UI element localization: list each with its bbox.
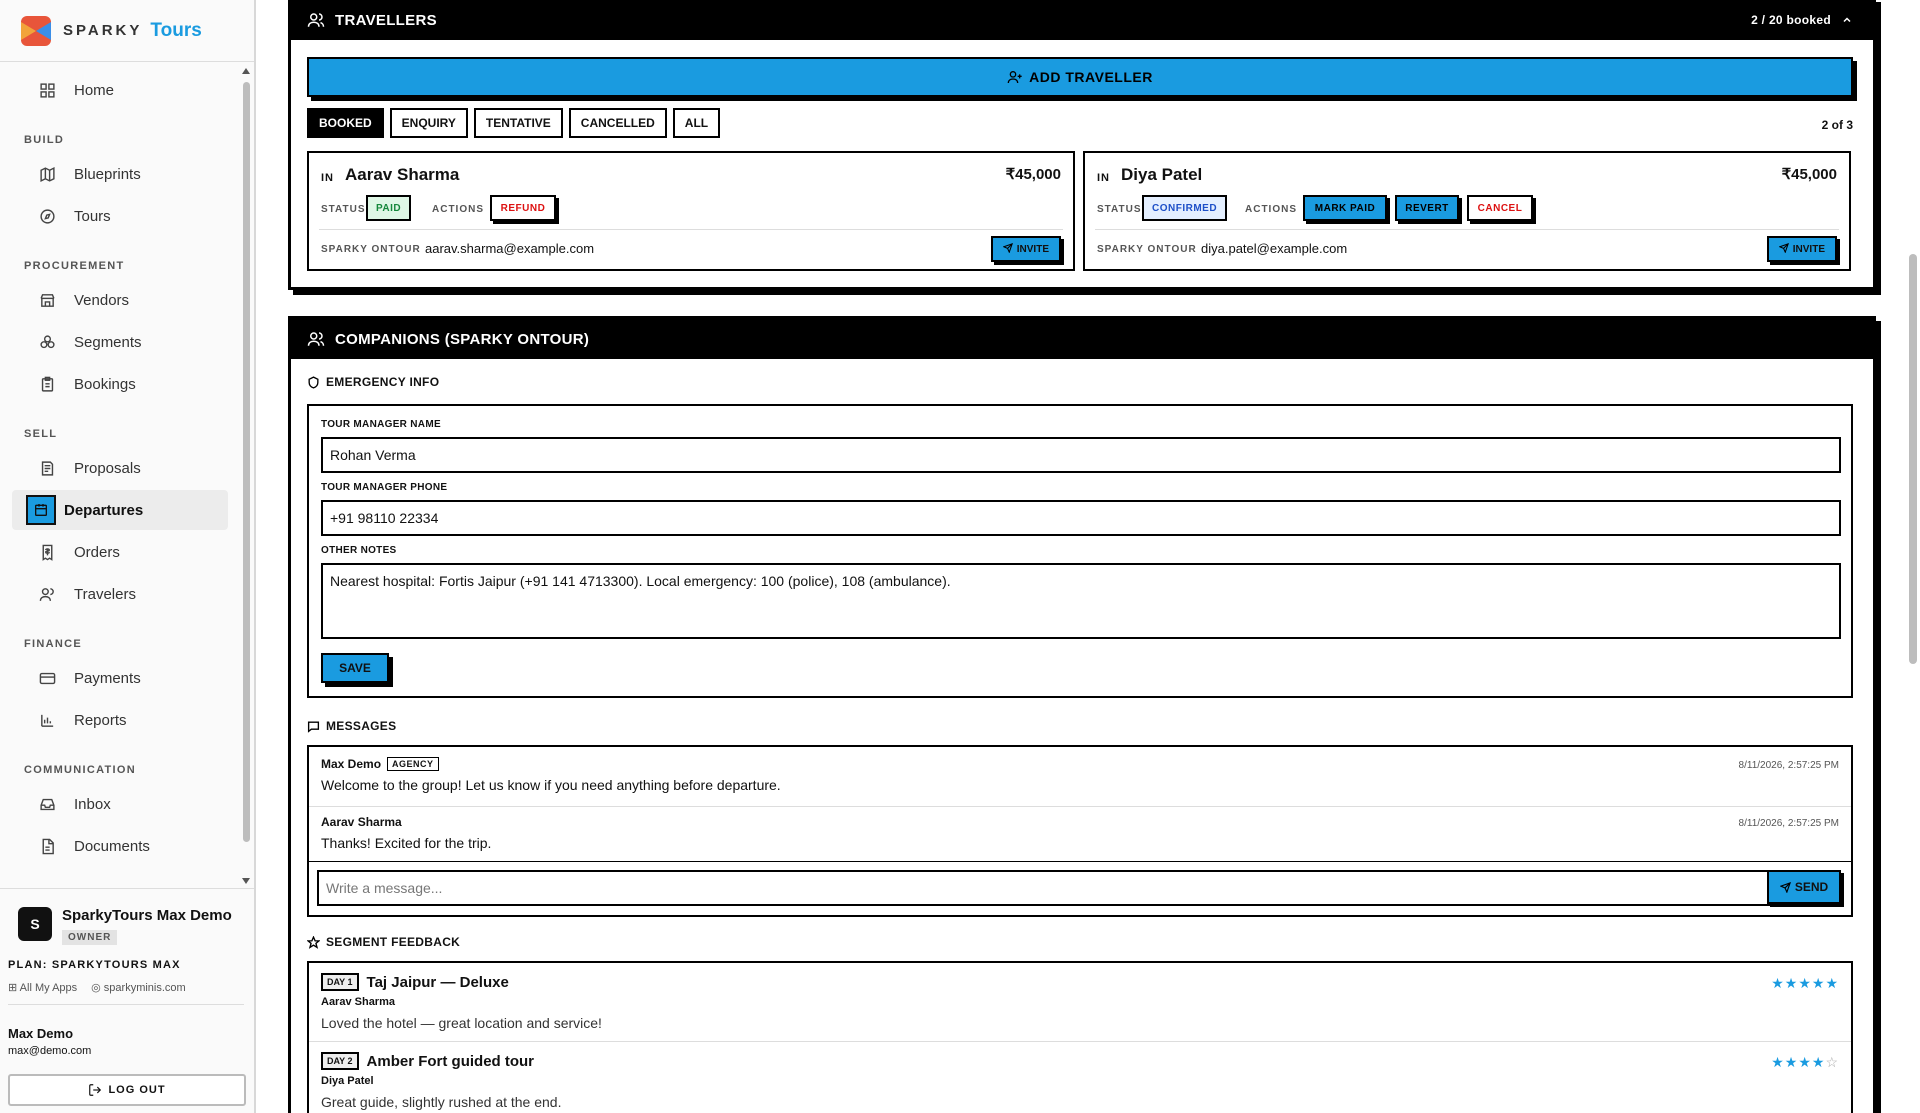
tab-all[interactable]: ALL xyxy=(673,108,720,138)
day-badge: DAY 1 xyxy=(321,973,359,991)
companions-panel xyxy=(288,316,1876,1113)
message-timestamp: 8/11/2026, 2:57:25 PM xyxy=(1738,760,1839,771)
tab-enquiry[interactable]: ENQUIRY xyxy=(390,108,468,138)
traveller-card xyxy=(1083,151,1851,271)
sidebar-scrollbar[interactable] xyxy=(240,66,252,886)
sidebar-item-orders[interactable] xyxy=(12,532,228,572)
message-item xyxy=(321,815,1839,851)
country-code: IN xyxy=(1097,172,1110,184)
receipt-icon xyxy=(38,543,56,561)
emergency-info-heading xyxy=(307,375,439,389)
plan-label: PLAN: SPARKYTOURS MAX xyxy=(8,959,181,971)
bar-chart-icon xyxy=(38,711,56,729)
feedback-text: Loved the hotel — great location and service! xyxy=(321,1015,602,1031)
card-divider xyxy=(319,229,1063,230)
sidebar-item-label: Payments xyxy=(74,669,141,687)
message-divider xyxy=(309,806,1851,807)
users-icon xyxy=(307,11,325,29)
sidebar-item-proposals[interactable] xyxy=(12,448,228,488)
logout-button[interactable] xyxy=(8,1074,246,1106)
status-badge: CONFIRMED xyxy=(1142,195,1227,221)
map-icon xyxy=(38,165,56,183)
main-content xyxy=(256,0,1906,1113)
main-scrollbar[interactable] xyxy=(1906,0,1920,1113)
send-icon xyxy=(1003,243,1013,256)
grid-icon xyxy=(38,81,56,99)
messages-heading xyxy=(307,719,396,733)
refund-button[interactable]: REFUND xyxy=(490,195,556,221)
sidebar-item-segments[interactable] xyxy=(12,322,228,362)
travellers-panel xyxy=(288,0,1876,290)
sidebar-nav xyxy=(0,70,240,880)
traveller-email: aarav.sharma@example.com xyxy=(425,241,595,256)
message-text: Thanks! Excited for the trip. xyxy=(321,835,492,851)
traveller-email: diya.patel@example.com xyxy=(1201,241,1348,256)
sidebar-section-sell: SELL xyxy=(24,428,58,440)
user-plus-icon xyxy=(1007,69,1023,85)
traveller-price: ₹45,000 xyxy=(1781,166,1837,183)
org-avatar[interactable]: S xyxy=(18,907,52,941)
message-text: Welcome to the group! Let us know if you need anything before departure. xyxy=(321,777,781,793)
feedback-text: Great guide, slightly rushed at the end. xyxy=(321,1094,562,1110)
calendar-icon xyxy=(26,495,56,525)
sidebar-item-travelers[interactable] xyxy=(12,574,228,614)
sidebar-item-label: Documents xyxy=(74,837,150,855)
add-traveller-button[interactable] xyxy=(307,57,1853,97)
actions-label: ACTIONS xyxy=(432,204,484,215)
message-timestamp: 8/11/2026, 2:57:25 PM xyxy=(1738,818,1839,829)
other-notes-textarea[interactable]: Nearest hospital: Fortis Jaipur (+91 141 4713300). Local emergency: 100 (police), 108 (ambulance). xyxy=(321,563,1841,639)
sidebar-item-inbox[interactable] xyxy=(12,784,228,824)
sidebar-item-reports[interactable] xyxy=(12,700,228,740)
emergency-info-form xyxy=(307,404,1853,698)
companions-title: COMPANIONS (SPARKY ONTOUR) xyxy=(335,330,590,348)
store-icon xyxy=(38,291,56,309)
emergency-info-title: EMERGENCY INFO xyxy=(326,375,440,389)
message-input[interactable]: Write a message... xyxy=(317,870,1781,906)
compass-icon xyxy=(38,207,56,225)
sidebar-item-payments[interactable] xyxy=(12,658,228,698)
status-label: STATUS xyxy=(321,204,366,215)
sidebar-item-label: Proposals xyxy=(74,459,141,477)
invite-button[interactable] xyxy=(1767,236,1837,262)
rating-stars: ★★★★☆ xyxy=(1771,1054,1839,1070)
sidebar-item-home[interactable] xyxy=(12,70,228,110)
rating-stars: ★★★★★ xyxy=(1771,975,1839,991)
add-traveller-label: ADD TRAVELLER xyxy=(1029,69,1153,85)
day-badge: DAY 2 xyxy=(321,1052,359,1070)
country-code: IN xyxy=(321,172,334,184)
sidebar-section-finance: FINANCE xyxy=(24,638,82,650)
booked-count: 2 / 20 booked xyxy=(1751,13,1831,27)
brand-word-tours: Tours xyxy=(150,19,202,41)
sidebar-item-label: Segments xyxy=(74,333,142,351)
send-icon xyxy=(1780,882,1791,893)
manager-name-input[interactable]: Rohan Verma xyxy=(321,437,1841,473)
sidebar-section-communication: COMMUNICATION xyxy=(24,764,137,776)
invite-button[interactable] xyxy=(991,236,1061,262)
manager-phone-label: TOUR MANAGER PHONE xyxy=(321,482,448,493)
feedback-author: Aarav Sharma xyxy=(321,996,395,1008)
sidebar-item-label: Inbox xyxy=(74,795,111,813)
sidebar-item-label: Reports xyxy=(74,711,127,729)
sidebar-item-label: Travelers xyxy=(74,585,136,603)
all-apps-label: All My Apps xyxy=(19,982,78,994)
site-link-label: sparkyminis.com xyxy=(103,982,186,994)
proposal-icon xyxy=(38,459,56,477)
users-icon xyxy=(307,330,325,348)
sidebar-item-label: Blueprints xyxy=(74,165,141,183)
mark-paid-button[interactable]: MARK PAID xyxy=(1303,195,1387,221)
manager-phone-input[interactable]: +91 98110 22334 xyxy=(321,500,1841,536)
other-notes-label: OTHER NOTES xyxy=(321,545,397,556)
traveller-price: ₹45,000 xyxy=(1005,166,1061,183)
card-divider xyxy=(1095,229,1839,230)
invite-label: INVITE xyxy=(1016,243,1049,255)
star-icon xyxy=(307,936,320,949)
shield-icon xyxy=(307,376,320,389)
scrollbar-thumb[interactable] xyxy=(243,82,250,842)
sidebar-item-bookings[interactable] xyxy=(12,364,228,404)
scroll-up-arrow-icon[interactable] xyxy=(242,68,250,74)
org-panel xyxy=(0,888,254,1005)
message-compose xyxy=(309,861,1851,917)
tab-tentative[interactable]: TENTATIVE xyxy=(474,108,563,138)
traveller-card xyxy=(307,151,1075,271)
org-name: SparkyTours Max Demo xyxy=(62,907,232,924)
cancel-button[interactable]: CANCEL xyxy=(1467,195,1533,221)
send-label: SEND xyxy=(1794,880,1829,894)
agency-badge: AGENCY xyxy=(387,757,439,771)
sidebar-item-tours[interactable] xyxy=(12,196,228,236)
sidebar-section-procurement: PROCUREMENT xyxy=(24,260,125,272)
result-count: 2 of 3 xyxy=(1821,118,1853,132)
inbox-icon xyxy=(38,795,56,813)
feedback-item xyxy=(321,973,1839,1031)
chevron-up-icon[interactable] xyxy=(1841,14,1853,26)
clipboard-icon xyxy=(38,375,56,393)
user-email: max@demo.com xyxy=(8,1045,92,1057)
actions-label: ACTIONS xyxy=(1245,204,1297,215)
status-label: STATUS xyxy=(1097,204,1142,215)
document-icon xyxy=(38,837,56,855)
sidebar-item-label: Departures xyxy=(64,501,144,519)
status-badge: PAID xyxy=(366,195,411,221)
revert-button[interactable]: REVERT xyxy=(1395,195,1459,221)
tab-booked[interactable]: BOOKED xyxy=(307,108,384,138)
segment-feedback-title: SEGMENT FEEDBACK xyxy=(326,935,461,949)
sidebar xyxy=(0,0,256,1113)
sidebar-item-label: Orders xyxy=(74,543,120,561)
scroll-down-arrow-icon[interactable] xyxy=(242,878,250,884)
sidebar-item-departures[interactable] xyxy=(12,490,228,530)
status-tabs xyxy=(307,108,720,138)
user-name: Max Demo xyxy=(8,1026,74,1041)
ontour-label: SPARKY ONTOUR xyxy=(1097,244,1197,255)
org-role-badge: OWNER xyxy=(62,930,117,945)
all-apps-link[interactable]: ⊞ All My Apps xyxy=(8,982,78,994)
users-icon xyxy=(38,585,56,603)
feedback-author: Diya Patel xyxy=(321,1075,374,1087)
site-link[interactable]: ◎ sparkyminis.com xyxy=(91,982,186,994)
feedback-item xyxy=(321,1052,1839,1110)
traveller-name: Aarav Sharma xyxy=(345,165,460,184)
send-button[interactable] xyxy=(1767,870,1841,904)
message-author: Aarav Sharma xyxy=(321,815,402,829)
sidebar-item-label: Bookings xyxy=(74,375,136,393)
manager-name-label: TOUR MANAGER NAME xyxy=(321,419,441,430)
invite-label: INVITE xyxy=(1792,243,1825,255)
brand-word-sparky: SPARKY xyxy=(63,22,143,39)
sidebar-item-blueprints[interactable] xyxy=(12,154,228,194)
send-icon xyxy=(1779,243,1789,256)
travellers-header[interactable] xyxy=(291,0,1873,40)
segment-name: Taj Jaipur — Deluxe xyxy=(366,973,509,991)
companions-header xyxy=(291,319,1873,359)
tab-cancelled[interactable]: CANCELLED xyxy=(569,108,667,138)
brand[interactable] xyxy=(0,0,254,62)
messages-box xyxy=(307,745,1853,917)
feedback-divider xyxy=(309,1041,1851,1042)
sidebar-item-documents[interactable] xyxy=(12,826,228,866)
logout-icon xyxy=(88,1083,102,1097)
sidebar-item-label: Home xyxy=(74,81,115,99)
feedback-box xyxy=(307,961,1853,1113)
segment-name: Amber Fort guided tour xyxy=(366,1052,535,1070)
card-icon xyxy=(38,669,56,687)
segment-feedback-heading xyxy=(307,935,460,949)
main-scrollbar-thumb[interactable] xyxy=(1909,254,1917,664)
logout-label: LOG OUT xyxy=(108,1084,166,1096)
message-icon xyxy=(307,720,320,733)
messages-title: MESSAGES xyxy=(326,719,397,733)
sidebar-item-vendors[interactable] xyxy=(12,280,228,320)
sidebar-item-label: Tours xyxy=(74,207,111,225)
save-button[interactable]: SAVE xyxy=(321,653,389,683)
sidebar-item-label: Vendors xyxy=(74,291,130,309)
ontour-label: SPARKY ONTOUR xyxy=(321,244,421,255)
message-author: Max Demo xyxy=(321,757,382,771)
segments-icon xyxy=(38,333,56,351)
sparky-logo-icon xyxy=(19,14,53,48)
message-item xyxy=(321,757,1839,793)
user-info xyxy=(8,1026,91,1057)
traveller-name: Diya Patel xyxy=(1121,165,1203,184)
travellers-title: TRAVELLERS xyxy=(335,11,437,29)
sidebar-section-build: BUILD xyxy=(24,134,65,146)
